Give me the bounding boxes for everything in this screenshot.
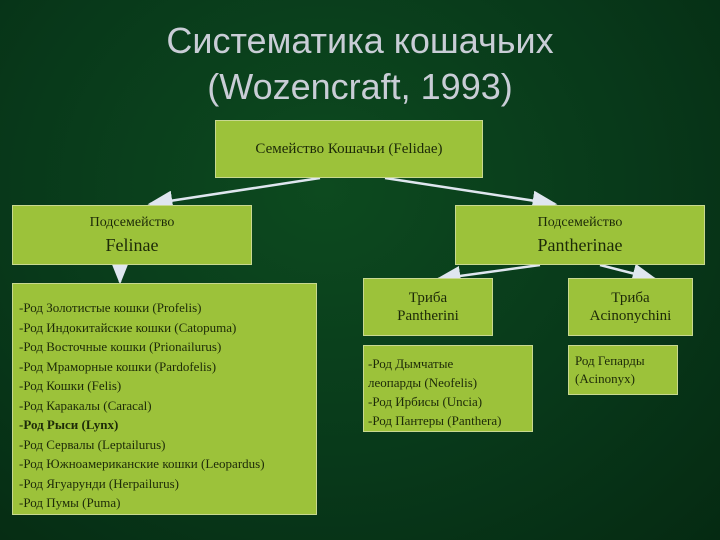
subfamily-name: Pantherinae bbox=[537, 234, 623, 255]
subfamily-name: Felinae bbox=[105, 234, 159, 255]
list-item: (Acinonyx) bbox=[575, 371, 635, 386]
arrow-family-to-pantherinae bbox=[385, 178, 555, 204]
list-item: -Род Сервалы (Leptailurus) bbox=[19, 436, 166, 452]
list-item: Род Гепарды bbox=[575, 353, 645, 368]
list-item: -Род Восточные кошки (Prionailurus) bbox=[19, 339, 222, 354]
list-item: -Род Ягуарунди (Herpailurus) bbox=[19, 475, 179, 491]
list-item: -Род Каракалы (Caracal) bbox=[19, 397, 152, 413]
subfamily-label: Подсемейство bbox=[537, 214, 623, 230]
title-line-2: (Wozencraft, 1993) bbox=[207, 66, 513, 107]
tribe-name: Acinonychini bbox=[589, 308, 672, 324]
tribe-name: Pantherini bbox=[397, 308, 459, 324]
arrow-pantherinae-to-acinonychini bbox=[600, 265, 655, 279]
tribe-label: Триба bbox=[408, 290, 448, 306]
list-item: -Род Кошки (Felis) bbox=[19, 378, 122, 393]
title-line-1: Систематика кошачьих bbox=[166, 20, 554, 61]
list-item: леопарды (Neofelis) bbox=[368, 375, 478, 390]
tribe-acinonychini-box bbox=[568, 278, 693, 336]
list-item: -Род Индокитайские кошки (Catopuma) bbox=[19, 319, 237, 335]
subfamily-felinae-box bbox=[12, 205, 252, 265]
subfamily-label: Подсемейство bbox=[89, 214, 175, 230]
list-item: -Род Пумы (Puma) bbox=[19, 495, 121, 510]
arrow-family-to-felinae bbox=[150, 178, 320, 204]
family-label: Семейство Кошачьи (Felidae) bbox=[255, 140, 443, 157]
tribe-pantherini-box bbox=[363, 278, 493, 336]
tribe-label: Триба bbox=[611, 290, 650, 306]
list-item: -Род Золотистые кошки (Profelis) bbox=[19, 300, 202, 315]
slide-title bbox=[90, 18, 630, 110]
list-item: -Род Дымчатые bbox=[368, 356, 454, 371]
list-item: -Род Ирбисы (Uncia) bbox=[368, 394, 483, 409]
felinae-genera-list bbox=[12, 283, 317, 515]
family-box bbox=[215, 120, 483, 178]
subfamily-pantherinae-box bbox=[455, 205, 705, 265]
list-item: -Род Мраморные кошки (Pardofelis) bbox=[19, 358, 217, 374]
list-item: -Род Южноамериканские кошки (Leopardus) bbox=[19, 456, 265, 471]
arrow-pantherinae-to-pantherini bbox=[438, 265, 540, 279]
list-item: -Род Рыси (Lynx) bbox=[19, 417, 119, 432]
acinonychini-genera-list bbox=[568, 345, 678, 395]
pantherini-genera-list bbox=[363, 345, 533, 432]
list-item: -Род Пантеры (Panthera) bbox=[368, 413, 502, 428]
